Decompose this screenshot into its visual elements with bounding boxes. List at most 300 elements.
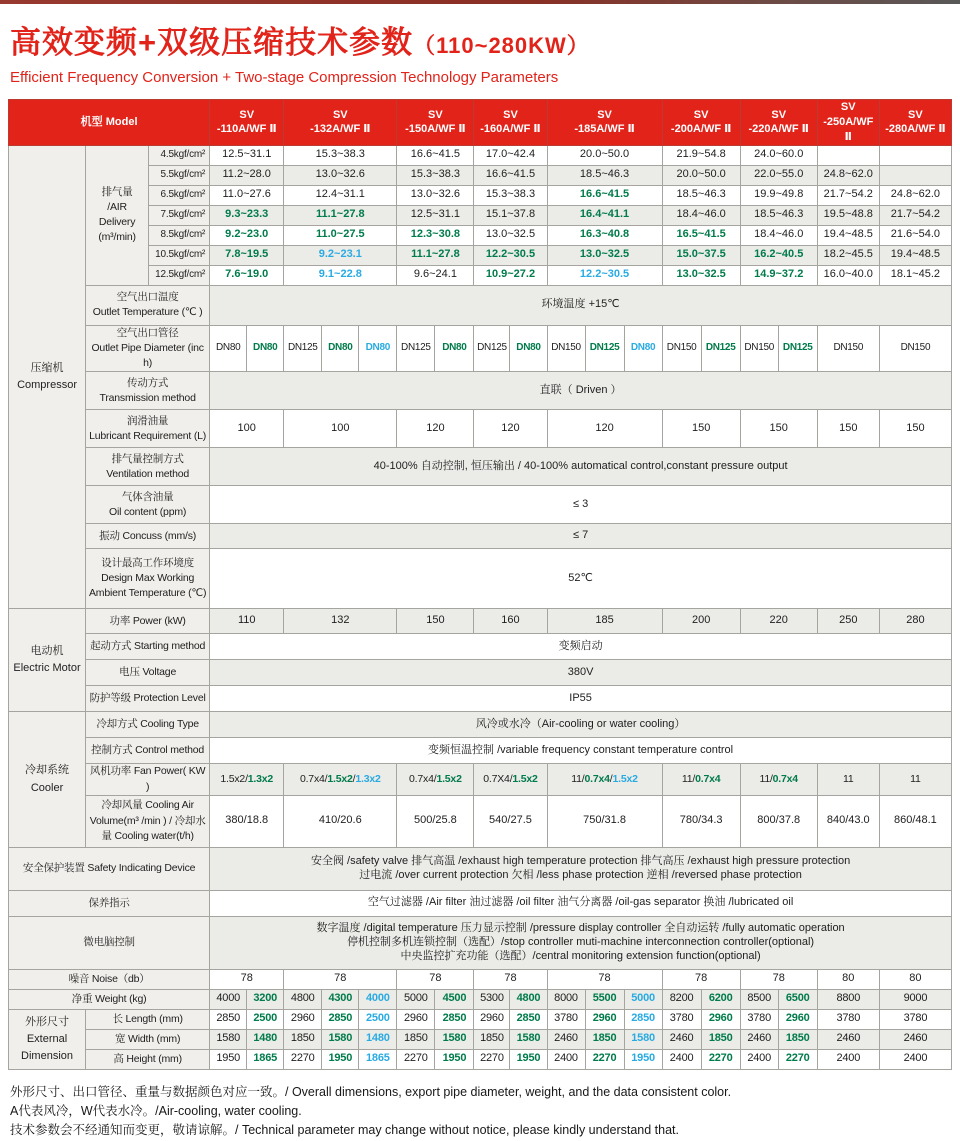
footnote-line: 外形尺寸、出口管径、重量与数据颜色对应一致。/ Overall dimensions, export pipe diameter, weight, and the data consistent color. [10, 1084, 732, 1099]
value-cell: 410/20.6 [284, 795, 397, 847]
value-cell: 2500 [359, 1009, 397, 1029]
param-label-cell: 空气出口温度 Outlet Temperature (℃ ) [86, 285, 210, 325]
value-cell: 2460 [740, 1029, 778, 1049]
page-title-range: （110~280KW） [413, 33, 590, 58]
row-design-max-temp [9, 549, 952, 609]
spec-table [8, 99, 952, 1070]
row-weight [9, 989, 952, 1009]
value-cell: 1850 [397, 1029, 435, 1049]
value-cell: 4800 [284, 989, 322, 1009]
category-cell: 压缩机 Compressor [9, 145, 86, 609]
value-cell: 16.4~41.1 [547, 205, 662, 225]
row-pipe-diameter [9, 325, 952, 372]
value-cell: 52℃ [210, 549, 952, 609]
value-cell [817, 145, 879, 165]
category-cell: 外形尺寸 External Dimension [9, 1009, 86, 1069]
value-cell: 19.4~48.5 [817, 225, 879, 245]
value-cell: 78 [210, 969, 284, 989]
value-cell: 16.6~41.5 [474, 165, 547, 185]
value-cell: 11.0~27.5 [284, 225, 397, 245]
value-cell: 2400 [817, 1049, 879, 1069]
value-cell: 120 [547, 410, 662, 448]
value-cell: 数字温度 /digital temperature 压力显示控制 /pressure display controller 全自动运转 /fully automatic operation 停机控制多机连锁控制（选配）/stop controller muti-machine interconnection controller(optional) 中央监控扩充功能（选配）/central monitoring extension function(optional) [210, 916, 952, 969]
value-cell: 150 [879, 410, 951, 448]
row-height [9, 1049, 952, 1069]
pressure-label-cell: 7.5kgf/cm² [149, 205, 210, 225]
value-cell: 800/37.8 [740, 795, 817, 847]
value-cell: 13.0~32.6 [284, 165, 397, 185]
value-cell: 2400 [662, 1049, 701, 1069]
value-cell: DN80 [624, 325, 662, 372]
footnotes [10, 1083, 960, 1141]
param-label-cell: 安全保护装置 Safety Indicating Device [9, 847, 210, 890]
model-header-cell: SV -110A/WF Ⅱ [210, 100, 284, 146]
value-cell: 18.2~45.5 [817, 245, 879, 265]
value-cell: 4300 [322, 989, 359, 1009]
value-cell: 2460 [879, 1029, 951, 1049]
param-label-cell: 保养指示 [9, 890, 210, 916]
value-cell: 110 [210, 609, 284, 634]
value-cell: 860/48.1 [879, 795, 951, 847]
value-cell: 16.5~41.5 [662, 225, 740, 245]
value-cell: 12.4~31.1 [284, 185, 397, 205]
value-cell: 5000 [397, 989, 435, 1009]
value-cell: DN150 [547, 325, 585, 372]
value-cell: 2460 [547, 1029, 585, 1049]
value-cell: DN125 [778, 325, 817, 372]
value-cell: 12.5~31.1 [397, 205, 474, 225]
value-cell: 21.7~54.2 [879, 205, 951, 225]
value-cell: 16.0~40.0 [817, 265, 879, 285]
value-cell: 1580 [435, 1029, 474, 1049]
value-cell: 4000 [359, 989, 397, 1009]
value-cell: 11.1~27.8 [284, 205, 397, 225]
value-cell: DN125 [397, 325, 435, 372]
value-cell: 19.9~49.8 [740, 185, 817, 205]
row-safety [9, 847, 952, 890]
value-cell: 0.7X4/1.5x2 [474, 764, 547, 795]
value-cell: DN80 [210, 325, 247, 372]
row-starting-method [9, 634, 952, 660]
param-label-cell: 功率 Power (kW) [86, 609, 210, 634]
value-cell: 2270 [284, 1049, 322, 1069]
param-label-cell: 排气量 /AIR Delivery (m³/min) [86, 145, 149, 285]
footnote-line: 技术参数会不经通知而变更，敬请谅解。/ Technical parameter may change without notice, please kindly understand that. [10, 1123, 680, 1138]
value-cell: 16.6~41.5 [547, 185, 662, 205]
value-cell: 2500 [247, 1009, 284, 1029]
value-cell: 2850 [322, 1009, 359, 1029]
value-cell: 20.0~50.0 [662, 165, 740, 185]
value-cell: 6200 [701, 989, 740, 1009]
value-cell: 11/0.7x4/1.5x2 [547, 764, 662, 795]
value-cell: 1580 [210, 1029, 247, 1049]
pressure-label-cell: 12.5kgf/cm² [149, 265, 210, 285]
value-cell: 2960 [397, 1009, 435, 1029]
value-cell: 80 [817, 969, 879, 989]
value-cell: 780/34.3 [662, 795, 740, 847]
row-air-4-5 [9, 145, 952, 165]
value-cell: 3780 [817, 1009, 879, 1029]
pressure-label-cell: 5.5kgf/cm² [149, 165, 210, 185]
row-air-8-5 [9, 225, 952, 245]
value-cell: 10.9~27.2 [474, 265, 547, 285]
value-cell: 12.3~30.8 [397, 225, 474, 245]
value-cell: 1950 [322, 1049, 359, 1069]
param-label-cell: 排气量控制方式 Ventilation method [86, 448, 210, 486]
model-header-cell: SV -160A/WF Ⅱ [474, 100, 547, 146]
value-cell: 5000 [624, 989, 662, 1009]
model-header-cell: SV -200A/WF Ⅱ [662, 100, 740, 146]
value-cell: 24.8~62.0 [817, 165, 879, 185]
value-cell: 100 [210, 410, 284, 448]
value-cell: DN125 [701, 325, 740, 372]
value-cell: 2960 [474, 1009, 510, 1029]
value-cell: 9000 [879, 989, 951, 1009]
value-cell: 环境温度 +15℃ [210, 285, 952, 325]
value-cell: 15.3~38.3 [397, 165, 474, 185]
value-cell: 9.6~24.1 [397, 265, 474, 285]
value-cell: 15.3~38.3 [474, 185, 547, 205]
param-label-cell: 净重 Weight (kg) [9, 989, 210, 1009]
value-cell: 750/31.8 [547, 795, 662, 847]
value-cell: 15.0~37.5 [662, 245, 740, 265]
value-cell: 空气过滤器 /Air filter 油过滤器 /oil filter 油气分离器 /oil-gas separator 换油 /lubricated oil [210, 890, 952, 916]
value-cell: 18.4~46.0 [662, 205, 740, 225]
param-label-cell: 润滑油量 Lubricant Requirement (L) [86, 410, 210, 448]
value-cell: 1850 [474, 1029, 510, 1049]
value-cell: 2850 [210, 1009, 247, 1029]
value-cell: 8800 [817, 989, 879, 1009]
row-ventilation [9, 448, 952, 486]
page-title-main: 高效变频+双级压缩技术参数 [10, 25, 414, 60]
value-cell: 16.6~41.5 [397, 145, 474, 165]
value-cell: 2960 [585, 1009, 624, 1029]
value-cell: 3780 [740, 1009, 778, 1029]
value-cell: 1580 [510, 1029, 547, 1049]
value-cell: 11.0~27.6 [210, 185, 284, 205]
value-cell: 1480 [359, 1029, 397, 1049]
value-cell: 80 [879, 969, 951, 989]
value-cell: 9.1~22.8 [284, 265, 397, 285]
row-noise [9, 969, 952, 989]
row-oil-content [9, 486, 952, 524]
value-cell: 安全阀 /safety valve 排气高温 /exhaust high temperature protection 排气高压 /exhaust high pressure protection 过电流 /over current protection 欠相 /less phase protection 逆相 /reversed phase protection [210, 847, 952, 890]
param-label-cell: 微电脑控制 [9, 916, 210, 969]
parameters-table-host [0, 99, 960, 1070]
value-cell: 7.8~19.5 [210, 245, 284, 265]
value-cell: 14.9~37.2 [740, 265, 817, 285]
value-cell: 1.5x2/1.3x2 [210, 764, 284, 795]
value-cell: 132 [284, 609, 397, 634]
row-control-method [9, 738, 952, 764]
value-cell: 16.3~40.8 [547, 225, 662, 245]
row-cooling-volume [9, 795, 952, 847]
value-cell: DN125 [284, 325, 322, 372]
value-cell: 13.0~32.5 [474, 225, 547, 245]
value-cell: 18.4~46.0 [740, 225, 817, 245]
value-cell: 78 [662, 969, 740, 989]
row-width [9, 1029, 952, 1049]
value-cell: 540/27.5 [474, 795, 547, 847]
param-label-cell: 设计最高工作环境度 Design Max Working Ambient Temperature (℃) [86, 549, 210, 609]
param-label-cell: 噪音 Noise（db） [9, 969, 210, 989]
value-cell: 150 [397, 609, 474, 634]
row-air-12-5 [9, 265, 952, 285]
category-cell: 冷却系统 Cooler [9, 712, 86, 847]
model-header-row [9, 100, 952, 146]
param-label-cell: 起动方式 Starting method [86, 634, 210, 660]
value-cell: 0.7x4/1.5x2/1.3x2 [284, 764, 397, 795]
page-subtitle: Efficient Frequency Conversion + Two-stage Compression Technology Parameters [10, 69, 559, 87]
value-cell: 0.7x4/1.5x2 [397, 764, 474, 795]
row-air-7-5 [9, 205, 952, 225]
param-label-cell: 宽 Width (mm) [86, 1029, 210, 1049]
row-length [9, 1009, 952, 1029]
value-cell: 2850 [624, 1009, 662, 1029]
value-cell: 1950 [624, 1049, 662, 1069]
value-cell: 20.0~50.0 [547, 145, 662, 165]
value-cell: 2270 [778, 1049, 817, 1069]
value-cell: 1950 [435, 1049, 474, 1069]
value-cell: 22.0~55.0 [740, 165, 817, 185]
category-cell: 电动机 Electric Motor [9, 609, 86, 712]
param-label-cell: 冷却方式 Cooling Type [86, 712, 210, 738]
row-voltage [9, 660, 952, 686]
value-cell: 15.3~38.3 [284, 145, 397, 165]
value-cell: 11/0.7x4 [662, 764, 740, 795]
value-cell: 16.2~40.5 [740, 245, 817, 265]
value-cell: 19.4~48.5 [879, 245, 951, 265]
value-cell: 840/43.0 [817, 795, 879, 847]
footnote-line: A代表风冷，W代表水冷。/Air-cooling, water cooling. [10, 1104, 302, 1119]
param-label-cell: 传动方式 Transmission method [86, 372, 210, 410]
row-lubricant [9, 410, 952, 448]
page-top-edge [0, 0, 960, 4]
model-header-cell: SV -132A/WF Ⅱ [284, 100, 397, 146]
value-cell: 18.1~45.2 [879, 265, 951, 285]
row-cooling-type [9, 712, 952, 738]
value-cell [879, 165, 951, 185]
value-cell: 280 [879, 609, 951, 634]
value-cell: 风冷或水冷（Air-cooling or water cooling） [210, 712, 952, 738]
value-cell: 3780 [879, 1009, 951, 1029]
value-cell: 11 [817, 764, 879, 795]
value-cell: 12.5~31.1 [210, 145, 284, 165]
value-cell: DN150 [662, 325, 701, 372]
param-label-cell: 高 Height (mm) [86, 1049, 210, 1069]
value-cell: 21.6~54.0 [879, 225, 951, 245]
value-cell: 1865 [359, 1049, 397, 1069]
value-cell: 1950 [210, 1049, 247, 1069]
param-label-cell: 振动 Concuss (mm/s) [86, 524, 210, 549]
value-cell: 18.5~46.3 [547, 165, 662, 185]
value-cell: 2400 [740, 1049, 778, 1069]
value-cell: 2270 [397, 1049, 435, 1069]
value-cell: 3780 [662, 1009, 701, 1029]
value-cell: 24.0~60.0 [740, 145, 817, 165]
value-cell: ≤ 3 [210, 486, 952, 524]
value-cell: 380/18.8 [210, 795, 284, 847]
value-cell: 8000 [547, 989, 585, 1009]
page-title [10, 26, 960, 60]
value-cell: 120 [397, 410, 474, 448]
value-cell: 1580 [624, 1029, 662, 1049]
param-label-cell: 风机功率 Fan Power( KW ) [86, 764, 210, 795]
value-cell: 1950 [510, 1049, 547, 1069]
model-header-cell: SV -250A/WF Ⅱ [817, 100, 879, 146]
param-label-cell: 防护等级 Protection Level [86, 686, 210, 712]
value-cell: 6500 [778, 989, 817, 1009]
value-cell: 18.5~46.3 [740, 205, 817, 225]
value-cell: 13.0~32.6 [397, 185, 474, 205]
value-cell: 2960 [284, 1009, 322, 1029]
value-cell: 5500 [585, 989, 624, 1009]
value-cell: 2960 [778, 1009, 817, 1029]
value-cell: 9.3~23.3 [210, 205, 284, 225]
value-cell: 4000 [210, 989, 247, 1009]
pressure-label-cell: 6.5kgf/cm² [149, 185, 210, 205]
param-label-cell: 电压 Voltage [86, 660, 210, 686]
value-cell: 78 [284, 969, 397, 989]
row-transmission [9, 372, 952, 410]
value-cell: 21.7~54.2 [817, 185, 879, 205]
value-cell: 200 [662, 609, 740, 634]
value-cell: 7.6~19.0 [210, 265, 284, 285]
value-cell: DN125 [585, 325, 624, 372]
value-cell [879, 145, 951, 165]
value-cell: 11/0.7x4 [740, 764, 817, 795]
row-outlet-temp [9, 285, 952, 325]
value-cell: 3200 [247, 989, 284, 1009]
value-cell: 120 [474, 410, 547, 448]
value-cell: 1865 [247, 1049, 284, 1069]
value-cell: DN125 [474, 325, 510, 372]
value-cell: 21.9~54.8 [662, 145, 740, 165]
value-cell: 1850 [701, 1029, 740, 1049]
value-cell: 100 [284, 410, 397, 448]
param-label-cell: 冷却风量 Cooling Air Volume(m³ /min ) / 冷却水 量 Cooling water(t/h) [86, 795, 210, 847]
row-microcomputer [9, 916, 952, 969]
value-cell: 变频恒温控制 /variable frequency constant temperature control [210, 738, 952, 764]
row-protection-level [9, 686, 952, 712]
value-cell: 变频启动 [210, 634, 952, 660]
value-cell: 380V [210, 660, 952, 686]
value-cell: DN150 [817, 325, 879, 372]
value-cell: 9.2~23.0 [210, 225, 284, 245]
value-cell: 78 [397, 969, 474, 989]
row-fan-power [9, 764, 952, 795]
value-cell: 2460 [662, 1029, 701, 1049]
row-concuss [9, 524, 952, 549]
value-cell: 150 [740, 410, 817, 448]
value-cell: 2400 [547, 1049, 585, 1069]
model-header-cell: SV -280A/WF Ⅱ [879, 100, 951, 146]
value-cell: 24.8~62.0 [879, 185, 951, 205]
value-cell: 12.2~30.5 [474, 245, 547, 265]
param-label-cell: 控制方式 Control method [86, 738, 210, 764]
value-cell: 40-100% 自动控制, 恒压输出 / 40-100% automatical control,constant pressure output [210, 448, 952, 486]
param-label-cell: 长 Length (mm) [86, 1009, 210, 1029]
value-cell: 8500 [740, 989, 778, 1009]
value-cell: DN150 [740, 325, 778, 372]
value-cell: DN80 [359, 325, 397, 372]
value-cell: 1580 [322, 1029, 359, 1049]
row-air-10-5 [9, 245, 952, 265]
value-cell: 12.2~30.5 [547, 265, 662, 285]
value-cell: 160 [474, 609, 547, 634]
value-cell: 2400 [879, 1049, 951, 1069]
value-cell: 15.1~37.8 [474, 205, 547, 225]
value-cell: IP55 [210, 686, 952, 712]
value-cell: 8200 [662, 989, 701, 1009]
value-cell: 150 [662, 410, 740, 448]
value-cell: 4800 [510, 989, 547, 1009]
value-cell: DN80 [435, 325, 474, 372]
model-header-cell: SV -150A/WF Ⅱ [397, 100, 474, 146]
value-cell: 78 [740, 969, 817, 989]
value-cell: 2460 [817, 1029, 879, 1049]
value-cell: 1850 [585, 1029, 624, 1049]
row-air-6-5 [9, 185, 952, 205]
value-cell: 5300 [474, 989, 510, 1009]
value-cell: 17.0~42.4 [474, 145, 547, 165]
value-cell: 1850 [778, 1029, 817, 1049]
value-cell: 4500 [435, 989, 474, 1009]
value-cell: 13.0~32.5 [662, 265, 740, 285]
value-cell: 9.2~23.1 [284, 245, 397, 265]
value-cell: 185 [547, 609, 662, 634]
model-header-cell: SV -185A/WF Ⅱ [547, 100, 662, 146]
pressure-label-cell: 8.5kgf/cm² [149, 225, 210, 245]
value-cell: 78 [547, 969, 662, 989]
value-cell: 11 [879, 764, 951, 795]
model-header-cell: SV -220A/WF Ⅱ [740, 100, 817, 146]
value-cell: 500/25.8 [397, 795, 474, 847]
value-cell: 2270 [474, 1049, 510, 1069]
value-cell: 1850 [284, 1029, 322, 1049]
value-cell: 2850 [435, 1009, 474, 1029]
value-cell: DN80 [247, 325, 284, 372]
value-cell: 19.5~48.8 [817, 205, 879, 225]
value-cell: 11.1~27.8 [397, 245, 474, 265]
value-cell: 220 [740, 609, 817, 634]
value-cell: 18.5~46.3 [662, 185, 740, 205]
value-cell: 13.0~32.5 [547, 245, 662, 265]
value-cell: 2270 [701, 1049, 740, 1069]
value-cell: 78 [474, 969, 547, 989]
param-label-cell: 气体含油量 Oil content (ppm) [86, 486, 210, 524]
value-cell: DN80 [322, 325, 359, 372]
model-label-cell: 机型 Model [9, 100, 210, 146]
value-cell: 11.2~28.0 [210, 165, 284, 185]
param-label-cell: 空气出口管径 Outlet Pipe Diameter (inch) [86, 325, 210, 372]
pressure-label-cell: 4.5kgf/cm² [149, 145, 210, 165]
row-maintenance [9, 890, 952, 916]
value-cell: 2270 [585, 1049, 624, 1069]
row-air-5-5 [9, 165, 952, 185]
value-cell: 1480 [247, 1029, 284, 1049]
value-cell: DN150 [879, 325, 951, 372]
row-power [9, 609, 952, 634]
value-cell: ≤ 7 [210, 524, 952, 549]
pressure-label-cell: 10.5kgf/cm² [149, 245, 210, 265]
value-cell: 250 [817, 609, 879, 634]
value-cell: 150 [817, 410, 879, 448]
value-cell: 3780 [547, 1009, 585, 1029]
value-cell: DN80 [510, 325, 547, 372]
value-cell: 直联（ Driven ） [210, 372, 952, 410]
value-cell: 2850 [510, 1009, 547, 1029]
